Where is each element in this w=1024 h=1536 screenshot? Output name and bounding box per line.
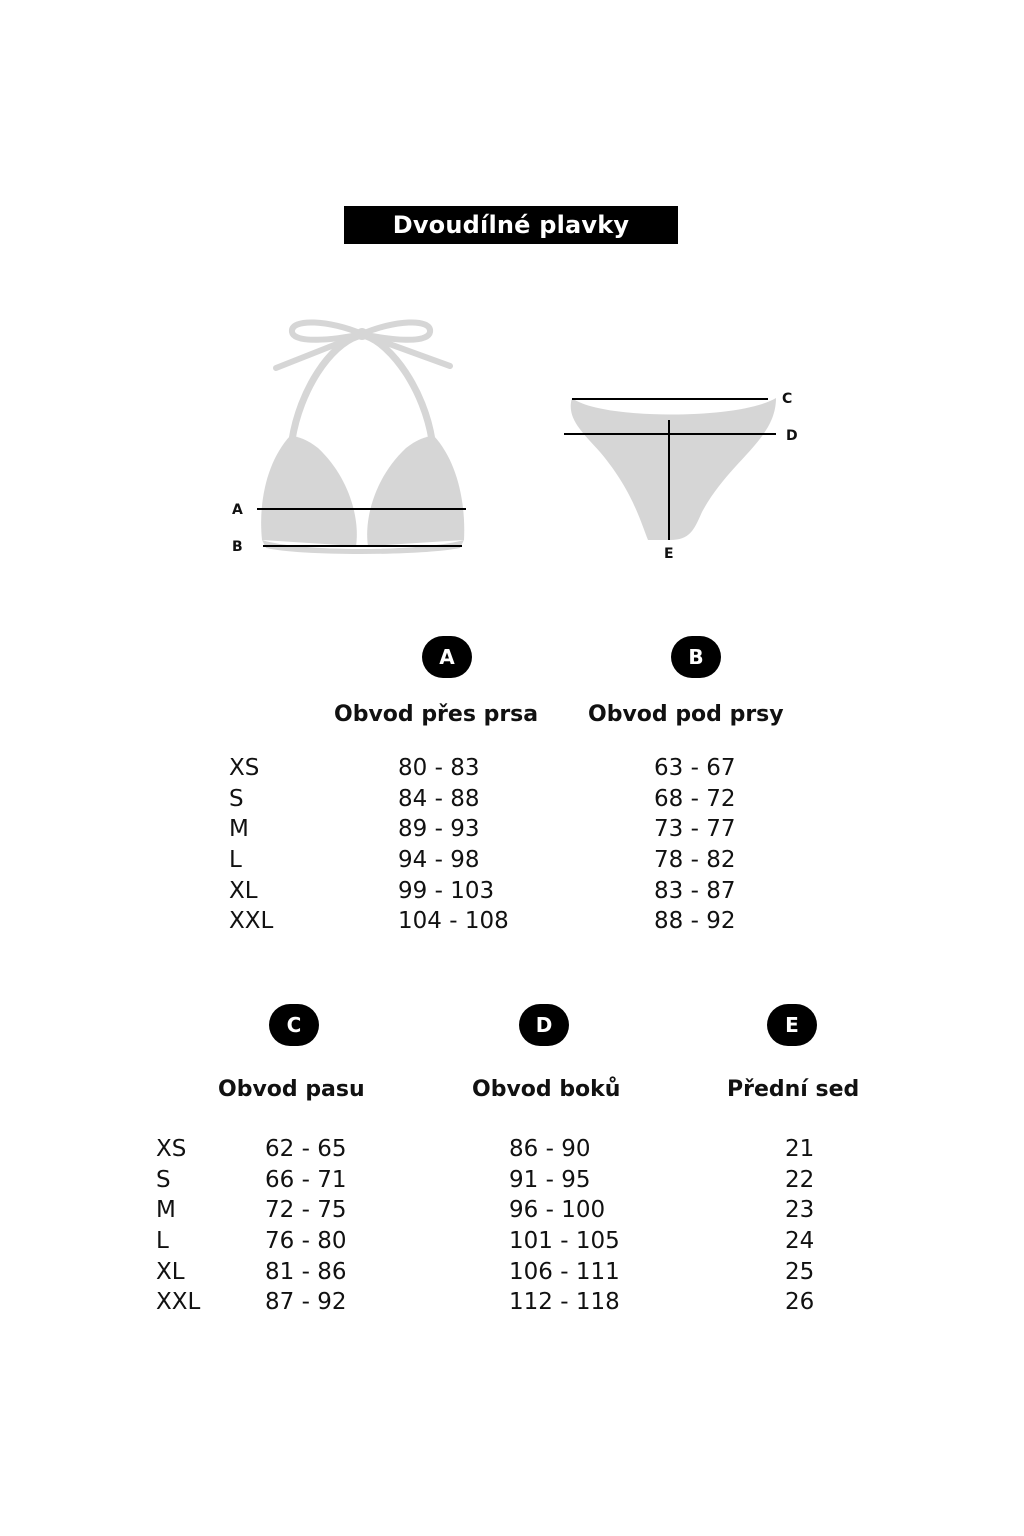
size-label: S (229, 785, 244, 812)
diagram-label-a: A (232, 502, 243, 518)
header-hip-circumference: Obvod boků (472, 1077, 621, 1102)
table-cell: 24 (785, 1228, 815, 1255)
table-cell: 26 (785, 1289, 815, 1316)
header-front-rise: Přední sed (727, 1077, 860, 1102)
size-label: M (156, 1197, 176, 1224)
table-cell: 22 (785, 1166, 815, 1193)
size-label: XS (229, 755, 260, 781)
page-title: Dvoudílné plavky (344, 206, 678, 244)
header-waist-circumference: Obvod pasu (218, 1077, 365, 1102)
size-column-2 (156, 1134, 200, 1318)
table-cell: 94 - 98 (398, 847, 480, 874)
badge-a: A (422, 636, 472, 678)
bikini-bottom-illustration (571, 398, 776, 540)
table-cell: 88 - 92 (654, 908, 736, 935)
table-cell: 76 - 80 (265, 1228, 347, 1255)
badge-b: B (671, 636, 721, 678)
diagram-label-b: B (232, 539, 243, 555)
table-cell: 66 - 71 (265, 1166, 347, 1193)
table-cell: 104 - 108 (398, 908, 509, 935)
table-cell: 84 - 88 (398, 785, 480, 812)
table-cell: 63 - 67 (654, 755, 736, 781)
badge-e: E (767, 1004, 817, 1046)
size-label: XS (156, 1136, 187, 1162)
front-rise-values-column (785, 1134, 814, 1318)
table-cell: 73 - 77 (654, 816, 736, 843)
size-label: L (156, 1228, 169, 1255)
waist-values-column (265, 1134, 346, 1318)
table-cell: 78 - 82 (654, 847, 736, 874)
table-cell: 101 - 105 (509, 1228, 620, 1255)
size-label: M (229, 816, 249, 843)
badge-c: C (269, 1004, 319, 1046)
hip-values-column (509, 1134, 620, 1318)
table-cell: 68 - 72 (654, 785, 736, 812)
swimsuit-diagram (0, 0, 1024, 620)
table-cell: 72 - 75 (265, 1197, 347, 1224)
size-label: XXL (229, 908, 274, 935)
table-cell: 87 - 92 (265, 1289, 347, 1316)
table-cell: 99 - 103 (398, 877, 495, 904)
table-cell: 23 (785, 1197, 815, 1224)
table-cell: 96 - 100 (509, 1197, 606, 1224)
size-label: S (156, 1166, 171, 1193)
table-cell: 89 - 93 (398, 816, 480, 843)
table-cell: 21 (785, 1136, 815, 1162)
size-label: XL (229, 877, 258, 904)
table-cell: 80 - 83 (398, 755, 480, 781)
bikini-top-illustration (261, 322, 464, 554)
table-cell: 112 - 118 (509, 1289, 620, 1316)
table-cell: 62 - 65 (265, 1136, 347, 1162)
size-label: L (229, 847, 242, 874)
underbust-values-column (654, 753, 735, 937)
header-underbust-circumference: Obvod pod prsy (588, 702, 784, 727)
diagram-label-e: E (664, 546, 674, 562)
diagram-label-d: D (786, 428, 798, 444)
table-cell: 25 (785, 1258, 815, 1285)
table-cell: 86 - 90 (509, 1136, 591, 1162)
size-column-1 (229, 753, 273, 937)
header-chest-circumference: Obvod přes prsa (334, 702, 539, 727)
diagram-label-c: C (782, 391, 793, 407)
size-label: XXL (156, 1289, 201, 1316)
table-cell: 91 - 95 (509, 1166, 591, 1193)
size-label: XL (156, 1258, 185, 1285)
table-cell: 81 - 86 (265, 1258, 347, 1285)
badge-d: D (519, 1004, 569, 1046)
table-cell: 83 - 87 (654, 877, 736, 904)
chest-values-column (398, 753, 509, 937)
table-cell: 106 - 111 (509, 1258, 620, 1285)
